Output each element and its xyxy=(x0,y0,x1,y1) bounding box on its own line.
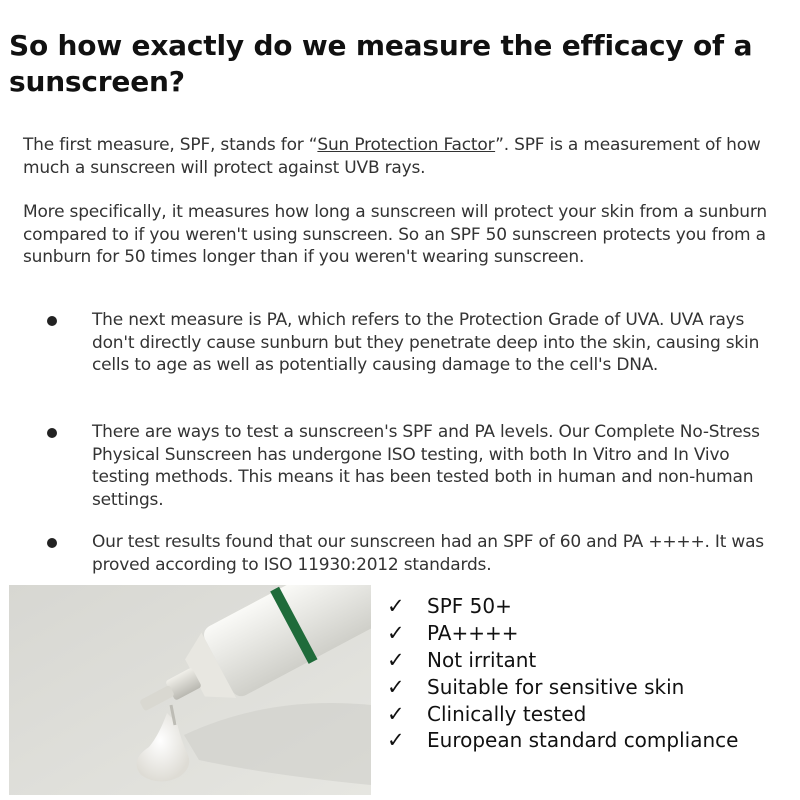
checklist-item-label: PA++++ xyxy=(427,621,519,646)
bullet-dot xyxy=(47,428,57,438)
check-icon: ✓ xyxy=(387,621,405,646)
check-icon: ✓ xyxy=(387,701,405,726)
paragraph-spf xyxy=(23,134,788,179)
checklist-item-label: European standard compliance xyxy=(427,728,739,753)
checklist-item xyxy=(387,727,738,754)
checklist-item xyxy=(387,673,738,700)
paragraph-spf-intro: The first measure, SPF, stands for “ xyxy=(23,135,318,155)
check-icon: ✓ xyxy=(387,728,405,753)
checklist-item-label: Clinically tested xyxy=(427,701,587,726)
page-title: So how exactly do we measure the efficacy of a sunscreen? xyxy=(9,29,753,98)
check-icon: ✓ xyxy=(387,647,405,672)
feature-checklist xyxy=(387,593,738,754)
product-photo xyxy=(9,585,371,795)
bullet-testing: There are ways to test a sunscreen's SPF and PA levels. Our Complete No-Stress Physical Sunscreen has undergone ISO testing, with both In Vitro and In Vivo testing methods. This means it has been tested both in human and non-human settings. xyxy=(92,422,760,510)
checklist-item xyxy=(387,593,738,620)
bullet-results: Our test results found that our sunscreen had an SPF of 60 and PA ++++. It was proved according to ISO 11930:2012 standards. xyxy=(92,532,764,575)
paragraph-spf-detail: More specifically, it measures how long a sunscreen will protect your skin from a sunburn compared to if you weren't using sunscreen. So an SPF 50 sunscreen protects you from a sunburn for 50 times longer than if you weren't wearing sunscreen. xyxy=(23,202,767,267)
checklist-item xyxy=(387,647,738,674)
spf-link[interactable]: Sun Protection Factor xyxy=(317,135,496,155)
check-icon: ✓ xyxy=(387,674,405,699)
paragraph-spf-rest: ”. SPF is a measurement of how much a sunscreen will protect against UVB rays. xyxy=(23,135,761,178)
checklist-item-label: SPF 50+ xyxy=(427,594,512,619)
bullet-dot xyxy=(47,316,57,326)
checklist-item xyxy=(387,700,738,727)
bullet-pa: The next measure is PA, which refers to the Protection Grade of UVA. UVA rays don't directly cause sunburn but they penetrate deep into the skin, causing skin cells to age as well as potentially causing damage to the cell's DNA. xyxy=(92,310,760,375)
checklist-item xyxy=(387,620,738,647)
sunscreen-tube-illustration xyxy=(9,585,371,795)
check-icon: ✓ xyxy=(387,594,405,619)
checklist-item-label: Suitable for sensitive skin xyxy=(427,674,685,699)
bullet-dot xyxy=(47,538,57,548)
checklist-item-label: Not irritant xyxy=(427,647,537,672)
